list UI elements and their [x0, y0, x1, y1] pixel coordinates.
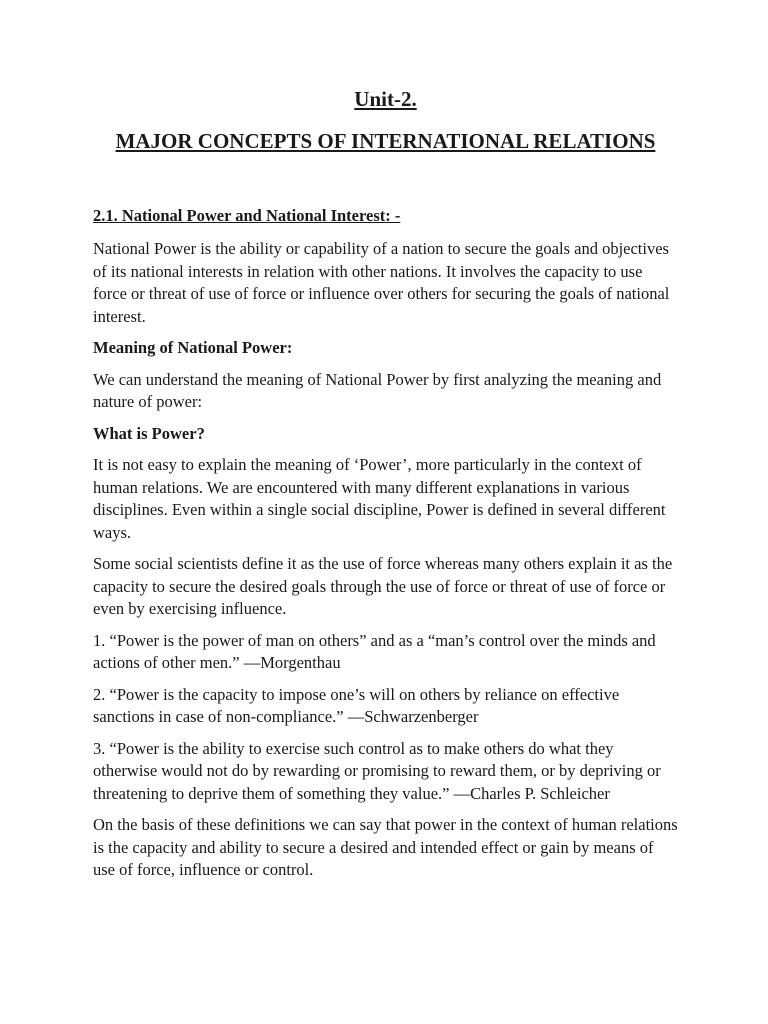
conclusion-paragraph: On the basis of these definitions we can say that power in the context of human relations is the capacity and ability to secure a desired and intended effect or gain by means of use of force, influence or control.	[93, 815, 678, 880]
meaning-paragraph: We can understand the meaning of National Power by first analyzing the meaning and nature of power:	[93, 369, 662, 412]
power-paragraph-1: It is not easy to explain the meaning of ‘Power’, more particularly in the context of human relations. We are encountered with many different explanations in various disciplines. Even within a single social discipline, Power is defined in several different ways.	[93, 455, 666, 542]
unit-title: Unit-2.	[354, 87, 417, 111]
main-title: MAJOR CONCEPTS OF INTERNATIONAL RELATIONS	[115, 129, 656, 154]
intro-paragraph: National Power is the ability or capability of a nation to secure the goals and objectives of its national interests in relation with other nations. It involves the capacity to use force or threat of use of force or influence over others for securing the goals of national interest.	[93, 239, 670, 326]
document-page	[93, 86, 678, 891]
meaning-heading: Meaning of National Power:	[93, 338, 293, 358]
section-heading: 2.1. National Power and National Interest: -	[93, 206, 401, 226]
power-paragraph-2: Some social scientists define it as the use of force whereas many others explain it as the capacity to secure the desired goals through the use of force or threat of use of force or even by exercising influence.	[93, 554, 673, 619]
power-heading: What is Power?	[93, 423, 205, 443]
definition-3: 3. “Power is the ability to exercise such control as to make others do what they otherwise would not do by rewarding or promising to reward them, or by depriving or threatening to deprive them of something they value.” —Charles P. Schleicher	[93, 738, 661, 803]
definition-1: 1. “Power is the power of man on others” and as a “man’s control over the minds and actions of other men.” —Morgenthau	[93, 630, 656, 673]
definition-2: 2. “Power is the capacity to impose one’s will on others by reliance on effective sanctions in case of non-compliance.” —Schwarzenberger	[93, 684, 620, 727]
